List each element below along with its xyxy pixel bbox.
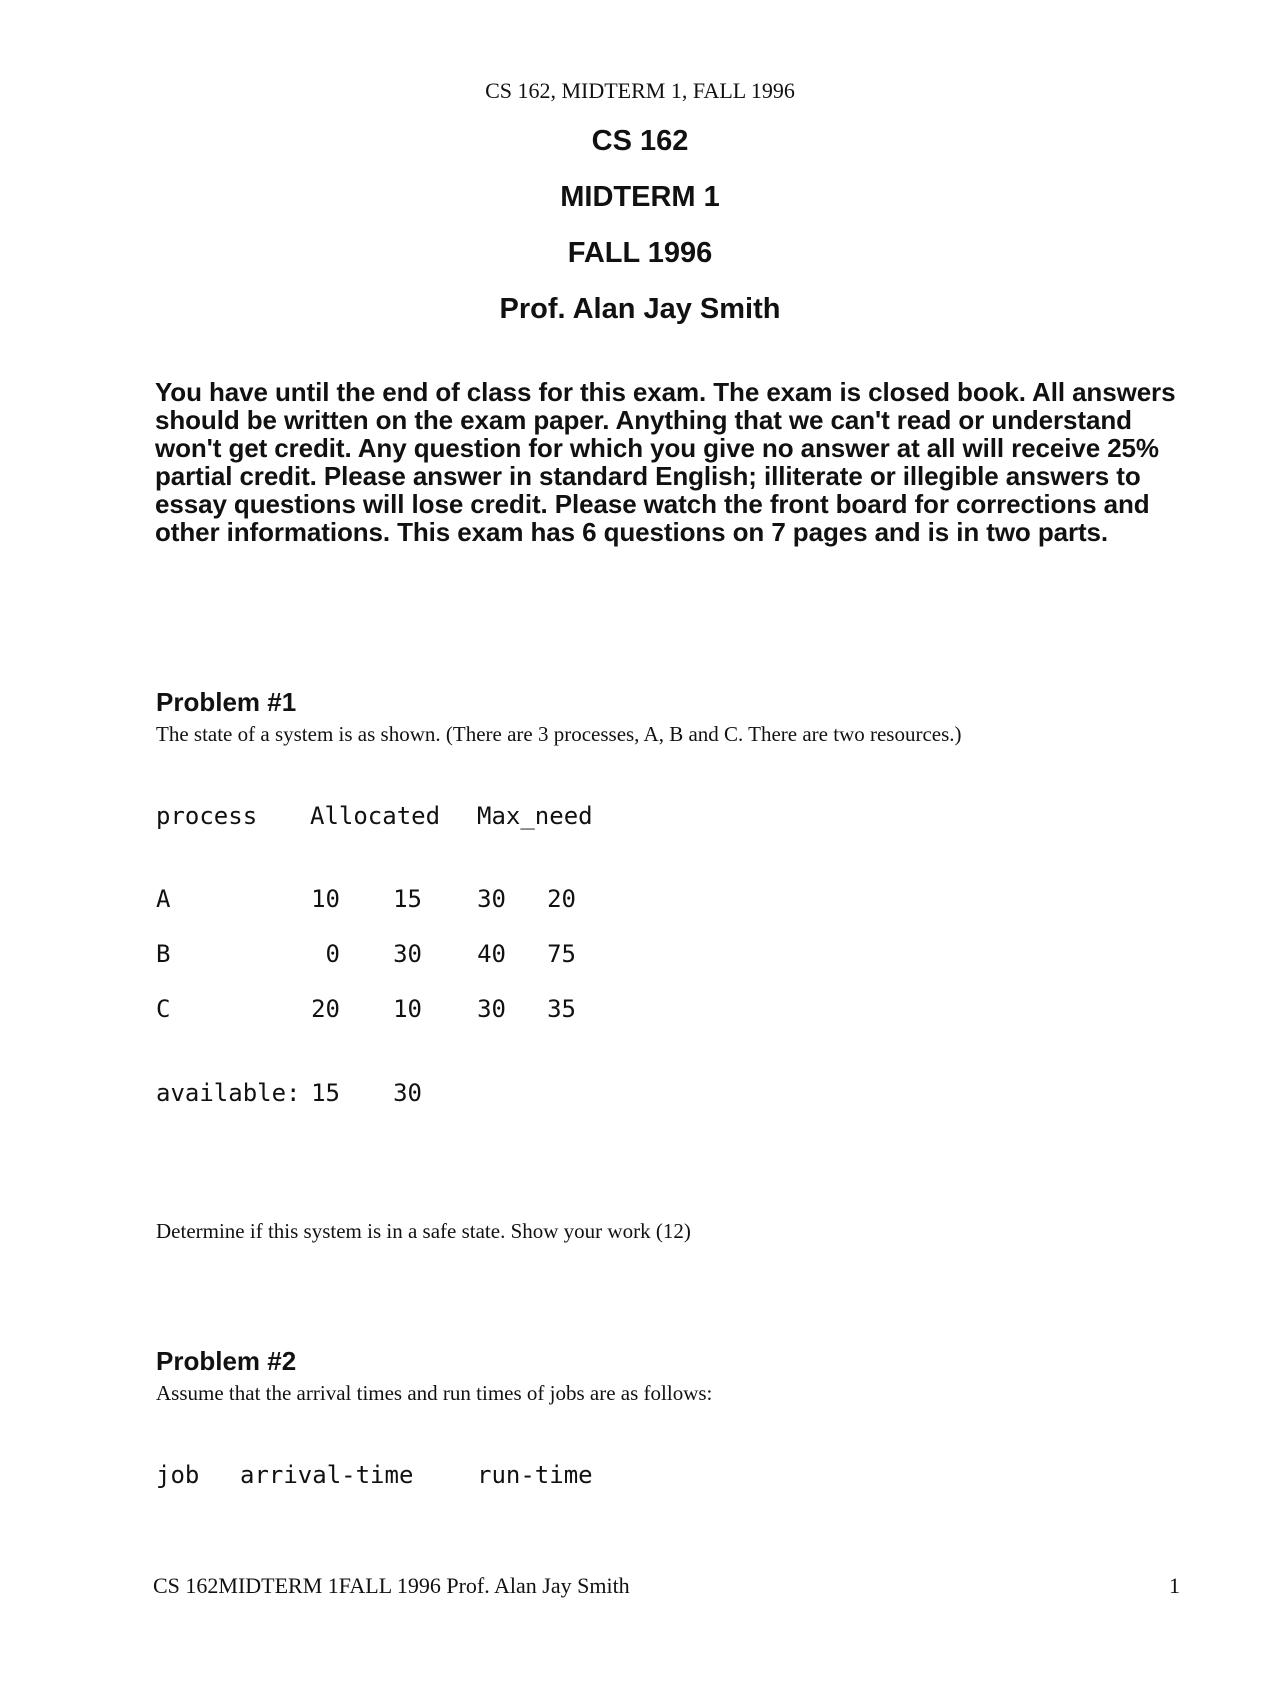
problem-1-heading: Problem #1 — [156, 687, 297, 717]
row-c-alloc-1: 20 — [311, 995, 340, 1023]
exam-instructions: You have until the end of class for this exam. The exam is closed book. All answers should be written on the exam paper. Anything that we can't read or understand won't get credit. Any question for which you give no answer at all will receive 25% partial credit. Please answer in standard English; illiterate or illegible answers to essay questions will lose credit. Please watch the front board for corrections and other informations. This exam has 6 questions on 7 pages and is in two parts. — [155, 377, 1176, 547]
course-title: CS 162 — [591, 125, 689, 157]
header-allocated: Allocated — [310, 802, 441, 830]
row-b-alloc-1: 0 — [325, 940, 340, 968]
row-b-alloc-2: 30 — [393, 940, 422, 968]
running-header: CS 162, MIDTERM 1, FALL 1996 — [485, 78, 795, 103]
row-c-process: C — [156, 995, 171, 1023]
row-c-alloc-2: 10 — [393, 995, 422, 1023]
term-title: FALL 1996 — [567, 237, 713, 269]
header-max-need: Max_need — [477, 802, 593, 830]
header-job: job — [156, 1461, 200, 1489]
available-label: available: — [156, 1079, 301, 1107]
header-run-time: run-time — [477, 1461, 593, 1489]
row-b-process: B — [156, 940, 171, 968]
problem-1-question: Determine if this system is in a safe state. Show your work (12) — [156, 1219, 691, 1243]
row-a-alloc-1: 10 — [311, 885, 340, 913]
row-c-max-2: 35 — [547, 995, 576, 1023]
professor-name: Prof. Alan Jay Smith — [499, 293, 781, 325]
row-a-max-2: 20 — [547, 885, 576, 913]
header-arrival-time: arrival-time — [240, 1461, 414, 1489]
available-2: 30 — [393, 1079, 422, 1107]
row-a-max-1: 30 — [477, 885, 506, 913]
header-process: process — [156, 802, 258, 830]
exam-title: MIDTERM 1 — [560, 181, 720, 213]
page-footer: CS 162MIDTERM 1FALL 1996 Prof. Alan Jay Smith — [153, 1573, 630, 1598]
row-a-process: A — [156, 885, 171, 913]
available-1: 15 — [311, 1079, 340, 1107]
row-b-max-2: 75 — [547, 940, 576, 968]
row-a-alloc-2: 15 — [393, 885, 422, 913]
problem-2-heading: Problem #2 — [156, 1346, 297, 1376]
row-b-max-1: 40 — [477, 940, 506, 968]
row-c-max-1: 30 — [477, 995, 506, 1023]
problem-1-intro: The state of a system is as shown. (There are 3 processes, A, B and C. There are two resources.) — [156, 722, 962, 746]
page-number: 1 — [1169, 1573, 1180, 1598]
problem-2-intro: Assume that the arrival times and run times of jobs are as follows: — [156, 1381, 713, 1405]
